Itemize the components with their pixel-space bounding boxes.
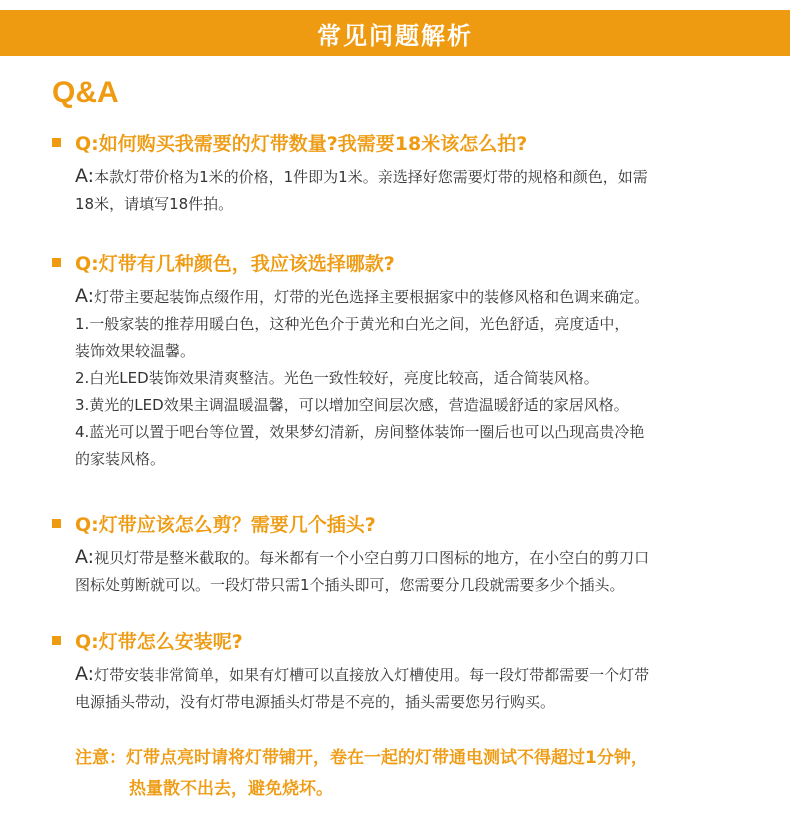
- header-banner: [0, 10, 790, 56]
- answer-line: 装饰效果较温馨。: [75, 342, 196, 360]
- answer-block: [75, 661, 755, 716]
- square-bullet-icon: [52, 138, 61, 147]
- qa-heading: Q&A: [52, 76, 119, 109]
- square-bullet-icon: [52, 636, 61, 645]
- question-row: [52, 625, 752, 655]
- answer-line: 的家装风格。: [75, 450, 166, 468]
- answer-line: 2.白光LED装饰效果清爽整洁。光色一致性较好，亮度比较高，适合简装风格。: [75, 369, 599, 387]
- faq-item: [52, 625, 752, 716]
- note-line: 热量散不出去，避免烧坏。: [129, 779, 333, 799]
- faq-item: [52, 508, 752, 599]
- faq-item: [52, 247, 752, 473]
- answer-line: 电源插头带动，没有灯带电源插头灯带是不亮的，插头需要您另行购买。: [75, 693, 556, 711]
- answer-block: [75, 163, 755, 218]
- answer-line: 3.黄光的LED效果主调温暖温馨，可以增加空间层次感，营造温暖舒适的家居风格。: [75, 396, 629, 414]
- answer-line: 图标处剪断就可以。一段灯带只需1个插头即可，您需要分几段就需要多少个插头。: [75, 576, 625, 594]
- answer-line: 本款灯带价格为1米的价格，1件即为1米。亲选择好您需要灯带的规格和颜色，如需: [94, 168, 648, 186]
- answer-prefix: A:: [75, 285, 95, 307]
- answer-line: 视贝灯带是整米截取的。每米都有一个小空白剪刀口图标的地方，在小空白的剪刀口: [94, 549, 650, 567]
- question-text: Q:如何购买我需要的灯带数量?我需要18米该怎么拍?: [75, 132, 528, 155]
- faq-item: [52, 127, 752, 218]
- answer-prefix: A:: [75, 663, 95, 685]
- note-line: 注意：灯带点亮时请将灯带铺开，卷在一起的灯带通电测试不得超过1分钟，: [75, 748, 648, 768]
- answer-line: 灯带安装非常简单，如果有灯槽可以直接放入灯槽使用。每一段灯带都需要一个灯带: [94, 666, 650, 684]
- question-text: Q:灯带应该怎么剪？需要几个插头?: [75, 513, 376, 536]
- question-row: [52, 247, 752, 277]
- answer-line: 1.一般家装的推荐用暖白色，这种光色介于黄光和白光之间，光色舒适，亮度适中，: [75, 315, 630, 333]
- warning-note: [75, 743, 765, 805]
- answer-block: [75, 283, 755, 473]
- question-text: Q:灯带有几种颜色，我应该选择哪款?: [75, 252, 395, 275]
- answer-prefix: A:: [75, 165, 95, 187]
- question-row: [52, 508, 752, 538]
- answer-line: 4.蓝光可以置于吧台等位置，效果梦幻清新，房间整体装饰一圈后也可以凸现高贵冷艳: [75, 423, 645, 441]
- page-title: 常见问题解析: [317, 21, 473, 50]
- question-row: [52, 127, 752, 157]
- square-bullet-icon: [52, 519, 61, 528]
- answer-prefix: A:: [75, 546, 95, 568]
- square-bullet-icon: [52, 258, 61, 267]
- answer-block: [75, 544, 755, 599]
- answer-line: 灯带主要起装饰点缀作用，灯带的光色选择主要根据家中的装修风格和色调来确定。: [94, 288, 650, 306]
- answer-line: 18米，请填写18件拍。: [75, 195, 234, 213]
- question-text: Q:灯带怎么安装呢?: [75, 630, 243, 653]
